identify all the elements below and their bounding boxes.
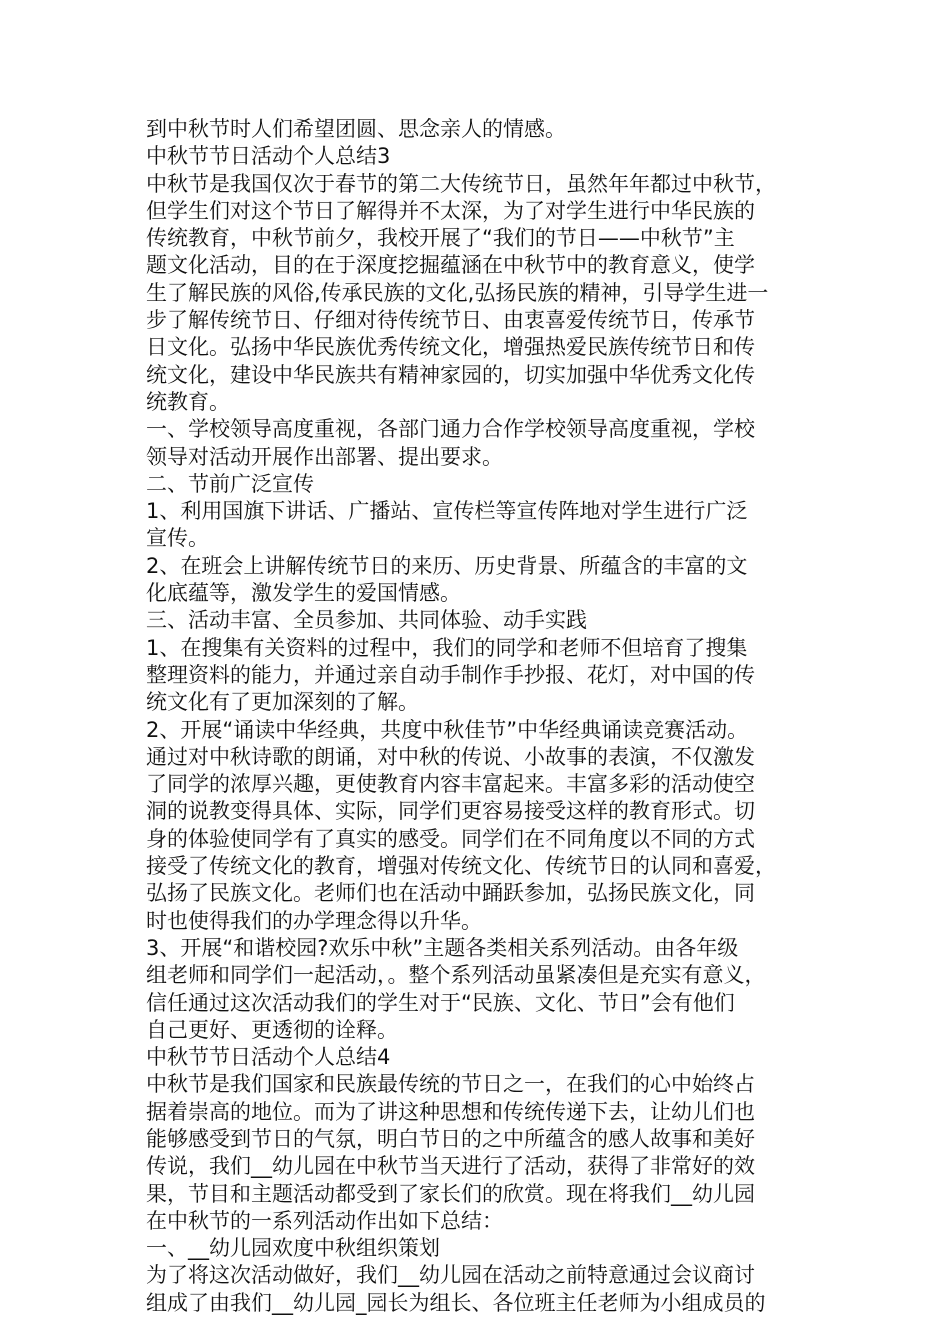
text-line: 1、利用国旗下讲话、广播站、宣传栏等宣传阵地对学生进行广泛 [146, 499, 748, 524]
text-line: 自己更好、更透彻的诠释。 [146, 1017, 398, 1042]
text-line: 据着崇高的地位。而为了讲这种思想和传统传递下去，让幼儿们也 [146, 1099, 755, 1124]
text-line: 到中秋节时人们希望团圆、思念亲人的情感。 [146, 117, 566, 141]
text-line: 化底蕴等，激发学生的爱国情感。 [146, 581, 461, 606]
text-line: 中秋节是我国仅次于春节的第二大传统节日，虽然年年都过中秋节， [146, 171, 776, 196]
text-line: 整理资料的能力，并通过亲自动手制作手抄报、花灯，对中国的传 [146, 662, 755, 687]
text-line: 为了将这次活动做好，我们__幼儿园在活动之前特意通过会议商讨 [146, 1263, 755, 1288]
text-line: 身的体验使同学有了真实的感受。同学们在不同角度以不同的方式 [146, 826, 755, 851]
text-line: 在中秋节的一系列活动作出如下总结： [146, 1208, 503, 1233]
document-body [146, 116, 816, 1317]
text-line: 题文化活动，目的在于深度挖掘蕴涵在中秋节中的教育意义，使学 [146, 253, 755, 278]
text-line: 3、开展“和谐校园?欢乐中秋”主题各类相关系列活动。由各年级 [146, 935, 739, 960]
text-line: 三、活动丰富、全员参加、共同体验、动手实践 [146, 608, 587, 633]
section-heading: 中秋节节日活动个人总结4 [146, 1045, 391, 1070]
text-line: 时也使得我们的办学理念得以升华。 [146, 908, 482, 933]
text-line: 领导对活动开展作出部署、提出要求。 [146, 444, 503, 469]
text-line: 2、开展“诵读中华经典，共度中秋佳节”中华经典诵读竞赛活动。 [146, 717, 749, 742]
text-line: 信任通过这次活动我们的学生对于“民族、文化、节日”会有他们 [146, 990, 735, 1015]
text-line: 日文化。弘扬中华民族优秀传统文化，增强热爱民族传统节日和传 [146, 335, 755, 360]
text-line: 弘扬了民族文化。老师们也在活动中踊跃参加，弘扬民族文化，同 [146, 881, 755, 906]
text-line: 1、在搜集有关资料的过程中，我们的同学和老师不但培育了搜集 [146, 635, 748, 660]
text-line: 一、__幼儿园欢度中秋组织策划 [146, 1236, 440, 1261]
text-line: 通过对中秋诗歌的朗诵，对中秋的传说、小故事的表演，不仅激发 [146, 744, 755, 769]
text-line: 一、学校领导高度重视，各部门通力合作学校领导高度重视，学校 [146, 417, 755, 442]
text-line: 宣传。 [146, 526, 209, 551]
text-line: 但学生们对这个节日了解得并不太深，为了对学生进行中华民族的 [146, 198, 755, 223]
text-line: 组老师和同学们一起活动，。整个系列活动虽紧凑但是充实有意义， [146, 963, 766, 988]
text-line: 二、节前广泛宣传 [146, 471, 314, 496]
text-line: 统教育。 [146, 389, 230, 414]
text-line: 组成了由我们__幼儿园_园长为组长、各位班主任老师为小组成员的 [146, 1290, 766, 1315]
text-line: 传说，我们__幼儿园在中秋节当天进行了活动，获得了非常好的效 [146, 1154, 755, 1179]
text-line: 中秋节是我们国家和民族最传统的节日之一，在我们的心中始终占 [146, 1072, 755, 1097]
text-line: 传统教育，中秋节前夕，我校开展了“我们的节日——中秋节”主 [146, 226, 735, 251]
text-line: 了同学的浓厚兴趣，更使教育内容丰富起来。丰富多彩的活动使空 [146, 772, 755, 797]
text-line: 统文化，建设中华民族共有精神家园的，切实加强中华优秀文化传 [146, 362, 755, 387]
text-line: 果，节目和主题活动都受到了家长们的欣赏。现在将我们__幼儿园 [146, 1181, 755, 1206]
text-line: 能够感受到节日的气氛，明白节日的之中所蕴含的感人故事和美好 [146, 1126, 755, 1151]
text-line: 统文化有了更加深刻的了解。 [146, 690, 419, 715]
text-line: 接受了传统文化的教育，增强对传统文化、传统节日的认同和喜爱， [146, 854, 776, 879]
text-line: 步了解传统节日、仔细对待传统节日、由衷喜爱传统节日，传承节 [146, 308, 755, 333]
text-line: 洞的说教变得具体、实际，同学们更容易接受这样的教育形式。切 [146, 799, 755, 824]
text-line: 生了解民族的风俗,传承民族的文化,弘扬民族的精神，引导学生进一 [146, 280, 769, 305]
text-line: 2、在班会上讲解传统节日的来历、历史背景、所蕴含的丰富的文 [146, 553, 748, 578]
section-heading: 中秋节节日活动个人总结3 [146, 144, 391, 169]
